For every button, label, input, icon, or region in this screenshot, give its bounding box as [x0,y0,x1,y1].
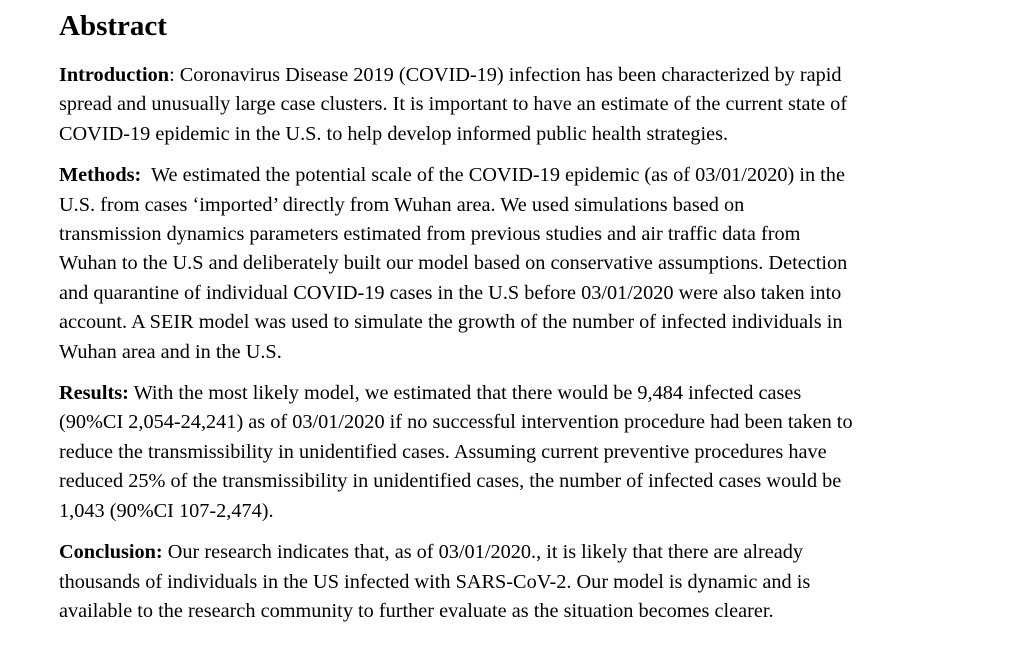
results-text-2: (90%CI 2,054-24,241) as of 03/01/2020 if no successful intervention procedure had been taken to [59,411,853,434]
abstract-title: Abstract [59,10,167,42]
results-line-1 [59,379,989,408]
methods-section [59,161,989,367]
introduction-line-1 [59,61,989,90]
methods-text-1: We estimated the potential scale of the COVID-19 epidemic (as of 03/01/2020) in the [141,164,845,187]
introduction-text-3: COVID-19 epidemic in the U.S. to help develop informed public health strategies. [59,122,729,145]
methods-text-7: Wuhan area and in the U.S. [59,340,282,363]
abstract-page [59,8,989,638]
conclusion-section [59,538,989,626]
conclusion-line-1 [59,538,989,567]
conclusion-text-3: available to the research community to further evaluate as the situation becomes clearer. [59,599,774,622]
introduction-text-1: : Coronavirus Disease 2019 (COVID-19) infection has been characterized by rapid [169,64,842,86]
results-text-4: reduced 25% of the transmissibility in unidentified cases, the number of infected cases would be [59,470,842,493]
methods-text-5: and quarantine of individual COVID-19 cases in the U.S before 03/01/2020 were also taken into [59,281,842,304]
results-text-5: 1,043 (90%CI 107-2,474). [59,499,274,522]
results-text-3: reduce the transmissibility in unidentified cases. Assuming current preventive procedures have [59,440,827,463]
introduction-section [59,61,989,149]
introduction-text-2: spread and unusually large case clusters. It is important to have an estimate of the current state of [59,93,848,116]
results-heading: Results: [59,382,129,405]
introduction-heading: Introduction [59,64,170,86]
conclusion-text-1: Our research indicates that, as of 03/01/2020., it is likely that there are already [162,541,804,564]
methods-text-2: U.S. from cases ‘imported’ directly from Wuhan area. We used simulations based on [59,193,745,216]
methods-heading: Methods: [59,164,142,187]
conclusion-text-2: thousands of individuals in the US infected with SARS-CoV-2. Our model is dynamic and is [59,570,811,593]
conclusion-heading: Conclusion: [59,541,163,564]
methods-text-6: account. A SEIR model was used to simulate the growth of the number of infected individuals in [59,311,843,334]
methods-line-1 [59,161,989,190]
results-section [59,379,989,526]
methods-text-4: Wuhan to the U.S and deliberately built our model based on conservative assumptions. Detection [59,252,848,275]
methods-text-3: transmission dynamics parameters estimated from previous studies and air traffic data from [59,223,801,246]
results-text-1: With the most likely model, we estimated that there would be 9,484 infected cases [128,382,802,405]
